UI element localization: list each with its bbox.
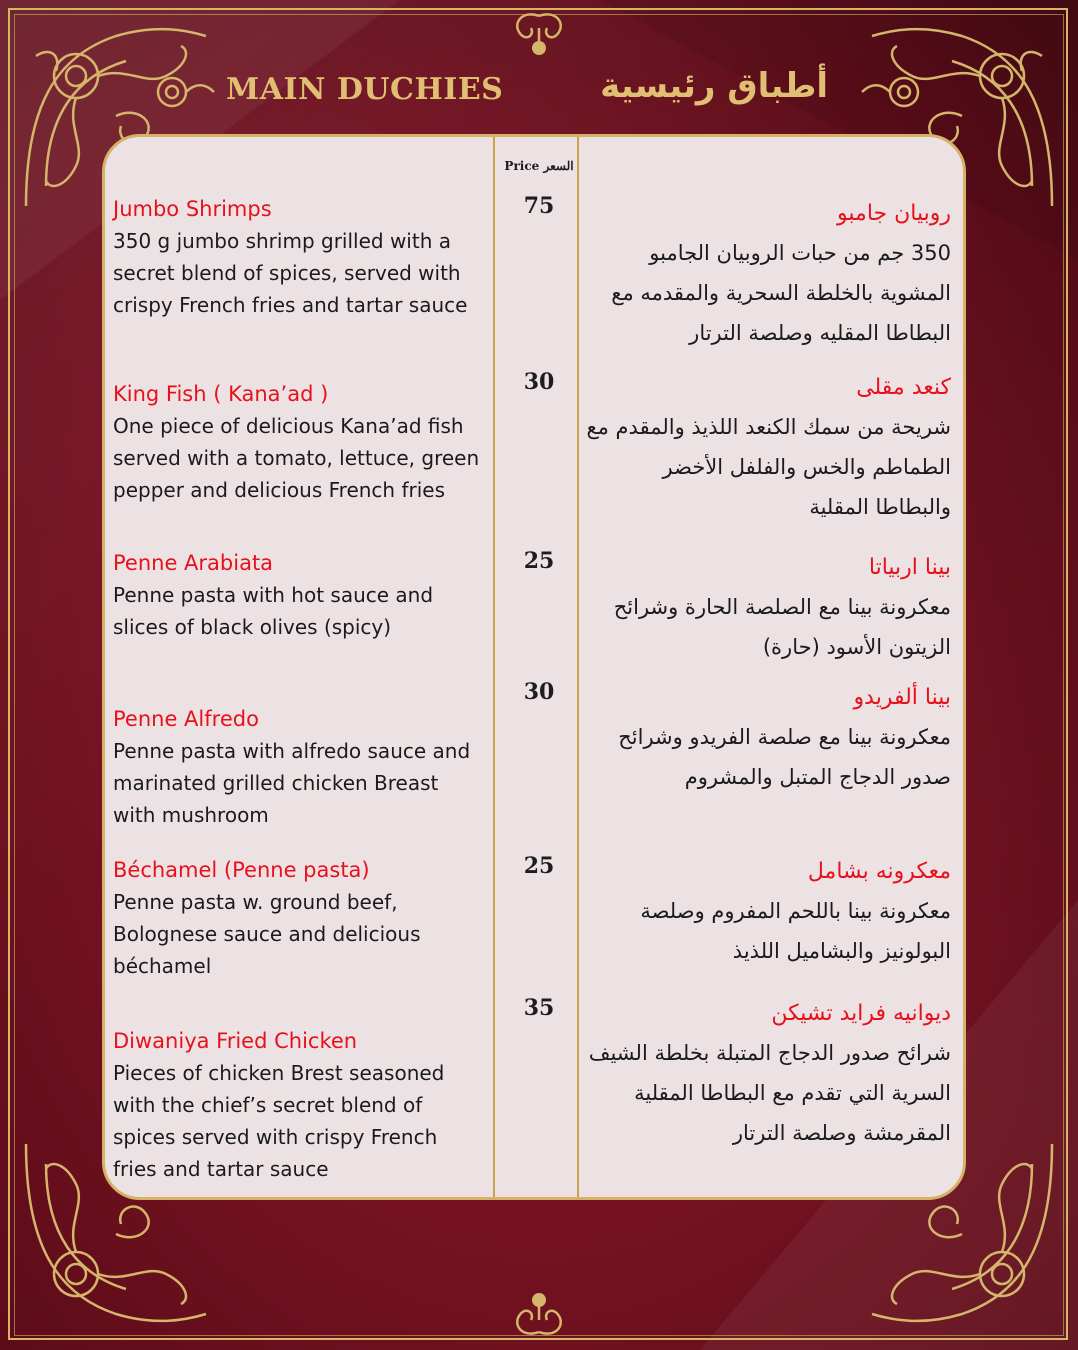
item-name-arabic: بينا ألفريدو bbox=[853, 685, 951, 710]
item-description-arabic: شرائح صدور الدجاج المتبلة بخلطة الشيف السرية التي تقدم مع البطاطا المقلية المقرمشة وصلصة الترتار bbox=[588, 1041, 951, 1145]
menu-item-arabic bbox=[581, 369, 951, 527]
title-flourish-right bbox=[856, 70, 926, 114]
page-title-arabic: أطباق رئيسية bbox=[600, 66, 828, 106]
menu-item-english bbox=[113, 193, 487, 321]
item-description-arabic: 350 جم من حبات الروبيان الجامبو المشوية بالخلطة السحرية والمقدمه مع البطاطا المقليه وصلصة الترتار bbox=[611, 241, 951, 345]
column-divider-left bbox=[493, 137, 495, 1197]
item-name-arabic: روبيان جامبو bbox=[837, 201, 951, 226]
item-name-english: Penne Alfredo bbox=[113, 707, 259, 731]
item-description-english: 350 g jumbo shrimp grilled with a secret blend of spices, served with crispy French fries and tartar sauce bbox=[113, 229, 468, 317]
menu-item-english bbox=[113, 547, 487, 643]
page-title-english: MAIN DUCHIES bbox=[226, 72, 504, 107]
item-name-english: Penne Arabiata bbox=[113, 551, 274, 575]
item-description-english: Penne pasta with alfredo sauce and marinated grilled chicken Breast with mushroom bbox=[113, 739, 471, 827]
item-price: 30 bbox=[523, 369, 555, 395]
item-price: 75 bbox=[523, 193, 555, 219]
menu-item-arabic bbox=[581, 995, 951, 1153]
menu-item-arabic bbox=[581, 853, 951, 971]
item-description-english: Penne pasta with hot sauce and slices of black olives (spicy) bbox=[113, 583, 434, 639]
item-description-english: Penne pasta w. ground beef, Bolognese sauce and delicious béchamel bbox=[113, 890, 421, 978]
price-column-header: Price السعر bbox=[504, 159, 574, 173]
item-description-english: Pieces of chicken Brest seasoned with the chief’s secret blend of spices served with crispy French fries and tartar sauce bbox=[113, 1061, 445, 1181]
menu-item-english bbox=[113, 378, 487, 506]
item-description-arabic: شريحة من سمك الكنعد اللذيذ والمقدم مع الطماطم والخس والفلفل الأخضر والبطاطا المقلية bbox=[586, 415, 951, 519]
item-price: 25 bbox=[523, 853, 555, 879]
menu-item-english bbox=[113, 703, 487, 831]
title-flourish-left bbox=[150, 70, 220, 114]
item-price: 30 bbox=[523, 679, 555, 705]
item-description-english: One piece of delicious Kana’ad fish served with a tomato, lettuce, green pepper and delicious French fries bbox=[113, 414, 480, 502]
menu-item-arabic bbox=[581, 549, 951, 667]
column-divider-right bbox=[577, 137, 579, 1197]
item-name-english: Béchamel (Penne pasta) bbox=[113, 858, 370, 882]
item-price: 35 bbox=[523, 995, 555, 1021]
item-name-arabic: كنعد مقلى bbox=[856, 375, 951, 400]
bottom-center-ornament bbox=[503, 1290, 575, 1340]
item-price: 25 bbox=[523, 548, 555, 574]
item-description-arabic: معكرونة بينا مع الصلصة الحارة وشرائح الزيتون الأسود (حارة) bbox=[613, 595, 951, 659]
menu-item-english bbox=[113, 1025, 487, 1185]
menu-panel bbox=[102, 134, 966, 1200]
item-description-arabic: معكرونة بينا باللحم المفروم وصلصة البولونيز والبشاميل اللذيذ bbox=[640, 899, 951, 963]
top-center-ornament bbox=[503, 8, 575, 58]
menu-item-arabic bbox=[581, 195, 951, 353]
item-name-english: King Fish ( Kana’ad ) bbox=[113, 382, 329, 406]
menu-item-arabic bbox=[581, 679, 951, 797]
item-name-arabic: ديوانيه فرايد تشيكن bbox=[771, 1001, 951, 1026]
item-description-arabic: معكرونة بينا مع صلصة الفريدو وشرائح صدور الدجاج المتبل والمشروم bbox=[618, 725, 951, 789]
menu-item-english bbox=[113, 854, 487, 982]
item-name-english: Diwaniya Fried Chicken bbox=[113, 1029, 358, 1053]
item-name-arabic: بينا اربياتا bbox=[868, 555, 951, 580]
item-name-arabic: معكرونه بشامل bbox=[807, 859, 951, 884]
item-name-english: Jumbo Shrimps bbox=[113, 197, 272, 221]
